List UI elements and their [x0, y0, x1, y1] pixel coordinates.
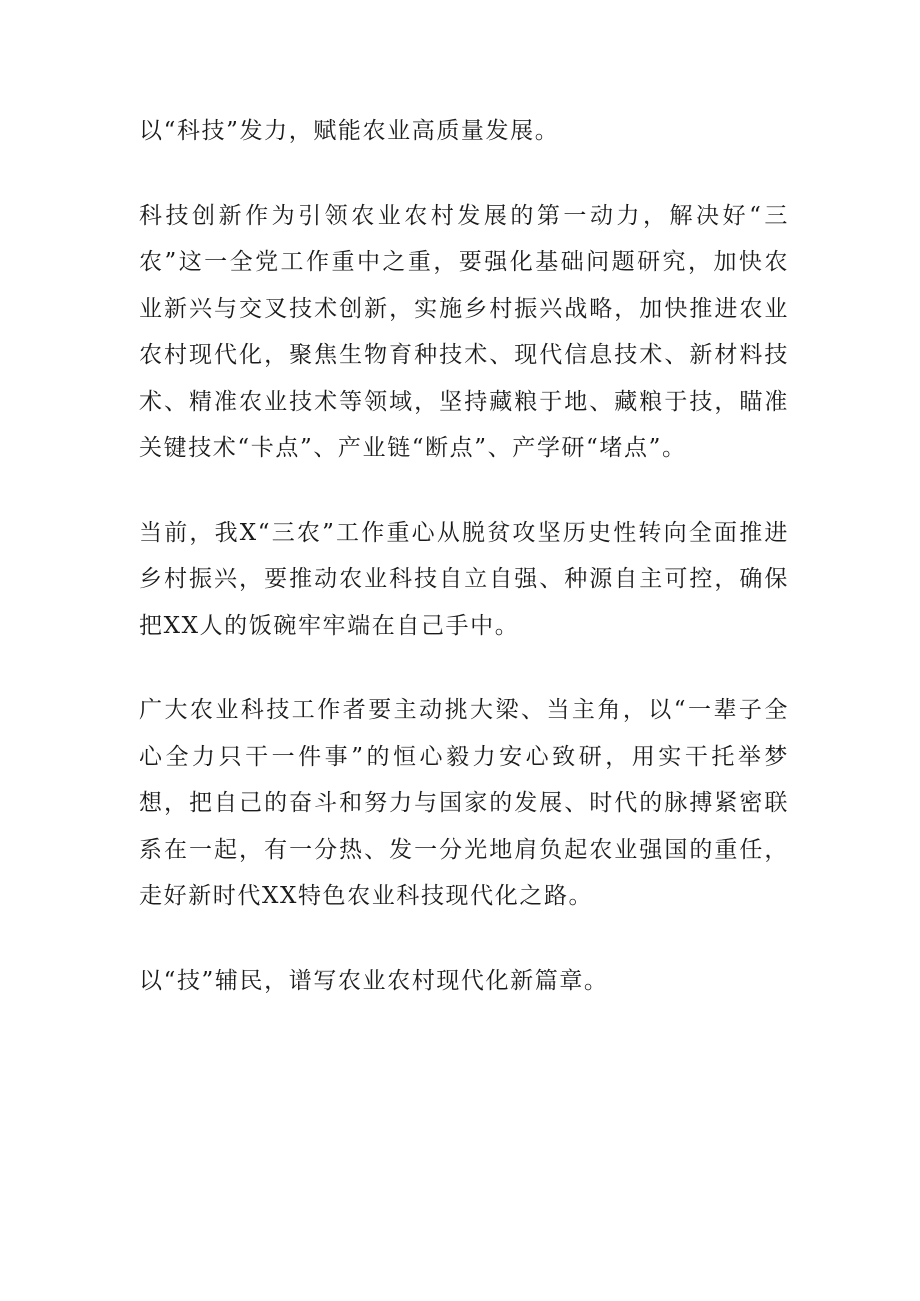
section-heading: 以“科技”发力，赋能农业高质量发展。	[139, 118, 560, 144]
document-body	[139, 108, 789, 1004]
body-paragraph: 科技创新作为引领农业农村发展的第一动力，解决好“三农”这一全党工作重中之重，要强化基础问题研究，加快农业新兴与交叉技术创新，实施乡村振兴战略，加快推进农业农村现代化，聚焦生物育种技术、现代信息技术、新材料技术、精准农业技术等领域，坚持藏粮于地、藏粮于技，瞄准关键技术“卡点”、产业链“断点”、产学研“堵点”。	[139, 202, 789, 461]
section-heading: 以“技”辅民，谱写农业农村现代化新篇章。	[139, 967, 609, 994]
body-paragraph: 广大农业科技工作者要主动挑大梁、当主角，以“一辈子全心全力只干一件事”的恒心毅力安心致研，用实干托举梦想，把自己的奋斗和努力与国家的发展、时代的脉搏紧密联系在一起，有一分热、发一分光地肩负起农业强国的重任，走好新时代XX特色农业科技现代化之路。	[139, 697, 789, 909]
body-paragraph: 当前，我X“三农”工作重心从脱贫攻坚历史性转向全面推进乡村振兴，要推动农业科技自立自强、种源自主可控，确保把XX人的饭碗牢牢端在自己手中。	[139, 519, 789, 639]
